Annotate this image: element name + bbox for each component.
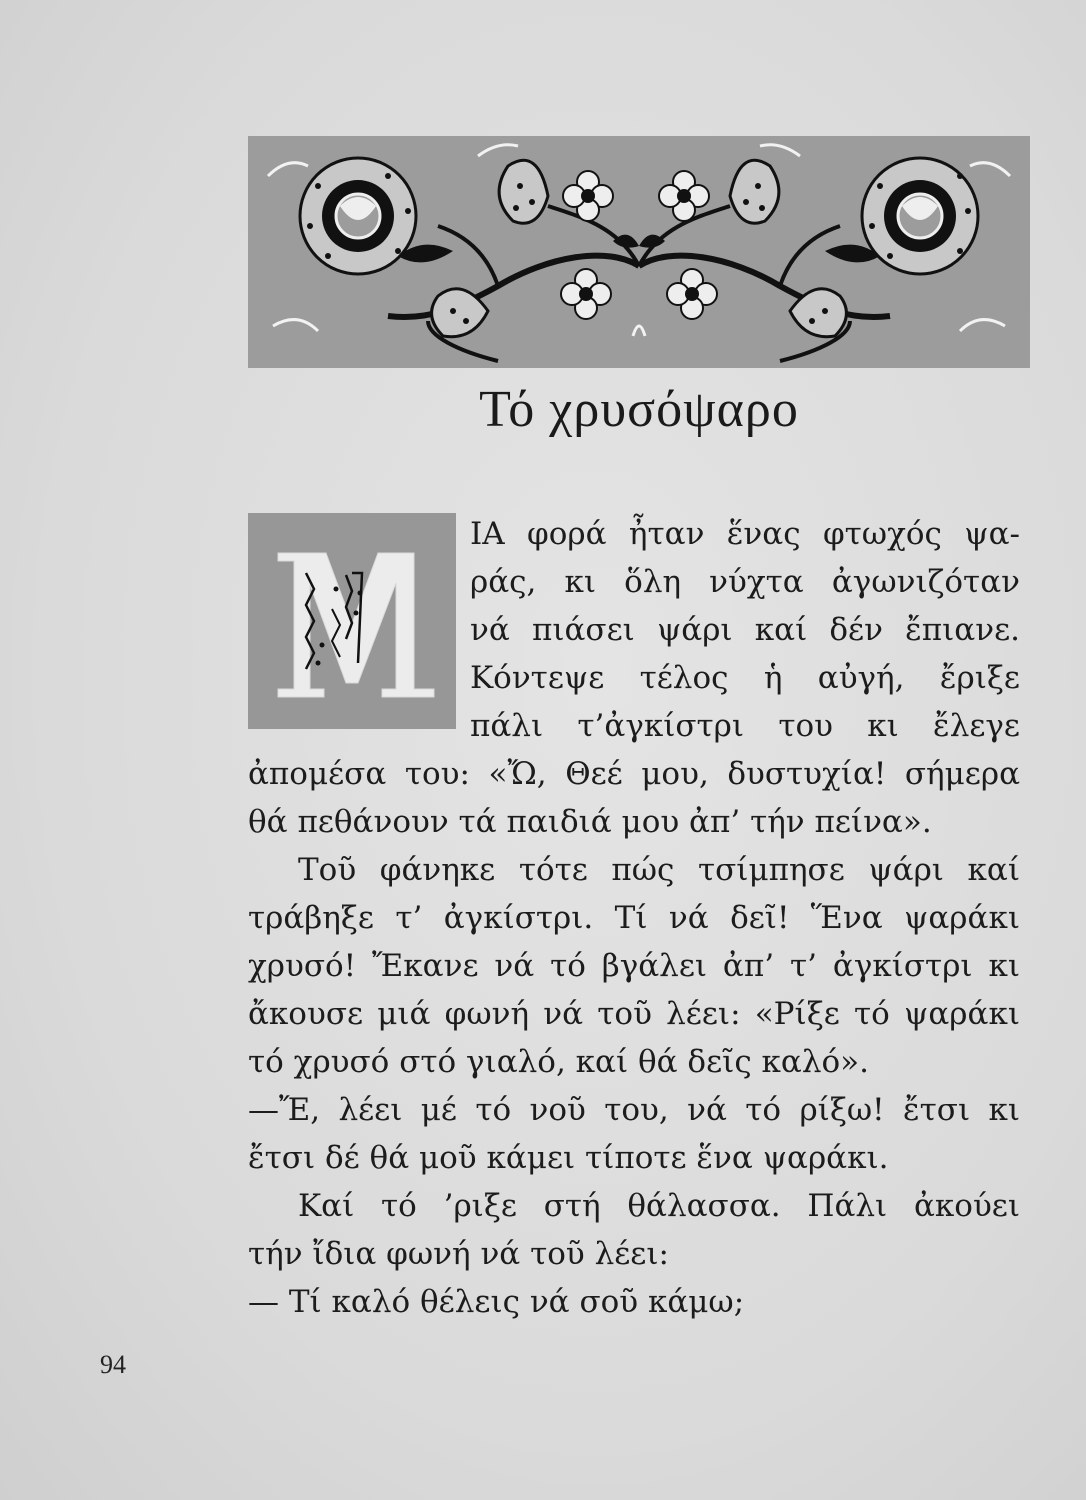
text-line: νά πιάσει ψάρι καί δέν ἔπιανε. xyxy=(470,612,1020,648)
text-line: ΙΑ φορά ἦταν ἕνας φτωχός ψα- xyxy=(470,516,1020,552)
text-line: ἀπομέσα του: «Ὤ, Θεέ μου, δυστυχία! σήμερα xyxy=(248,756,1020,792)
text-line: ράς, κι ὅλη νύχτα ἀγωνιζόταν xyxy=(470,564,1020,600)
text-line: τράβηξε τ’ ἀγκίστρι. Τί νά δεῖ! Ἕνα ψαράκι xyxy=(248,900,1020,936)
text-line: τό χρυσό στό γιαλό, καί θά δεῖς καλό». xyxy=(248,1044,869,1080)
floral-ornament-icon xyxy=(248,136,1030,368)
text-line: χρυσό! Ἔκανε νά τό βγάλει ἀπ’ τ’ ἀγκίστρι κι xyxy=(248,948,1020,984)
text-line: — Τί καλό θέλεις νά σοῦ κάμω; xyxy=(248,1284,745,1320)
text-line: ἔτσι δέ θά μοῦ κάμει τίποτε ἕνα ψαράκι. xyxy=(248,1140,889,1176)
page-title: Τό χρυσόψαρο xyxy=(479,381,799,438)
text-line: Τοῦ φάνηκε τότε πώς τσίμπησε ψάρι καί xyxy=(298,852,1020,888)
text-line: Κόντεψε τέλος ἡ αὐγή, ἔριξε xyxy=(470,660,1020,696)
text-line: τήν ἴδια φωνή νά τοῦ λέει: xyxy=(248,1236,669,1272)
text-line: Καί τό ’ριξε στή θάλασσα. Πάλι ἀκούει xyxy=(298,1188,1020,1224)
text-line: —Ἔ, λέει μέ τό νοῦ του, νά τό ρίξω! ἔτσι κι xyxy=(248,1092,1020,1128)
text-line: ἄκουσε μιά φωνή νά τοῦ λέει: «Ρίξε τό ψαράκι xyxy=(248,996,1020,1032)
page-number: 94 xyxy=(100,1350,126,1379)
text-line: πάλι τ’ἀγκίστρι του κι ἔλεγε xyxy=(470,708,1020,744)
ornamental-initial-m-icon xyxy=(248,513,456,729)
text-line: θά πεθάνουν τά παιδιά μου ἀπ’ τήν πείνα». xyxy=(248,804,932,840)
